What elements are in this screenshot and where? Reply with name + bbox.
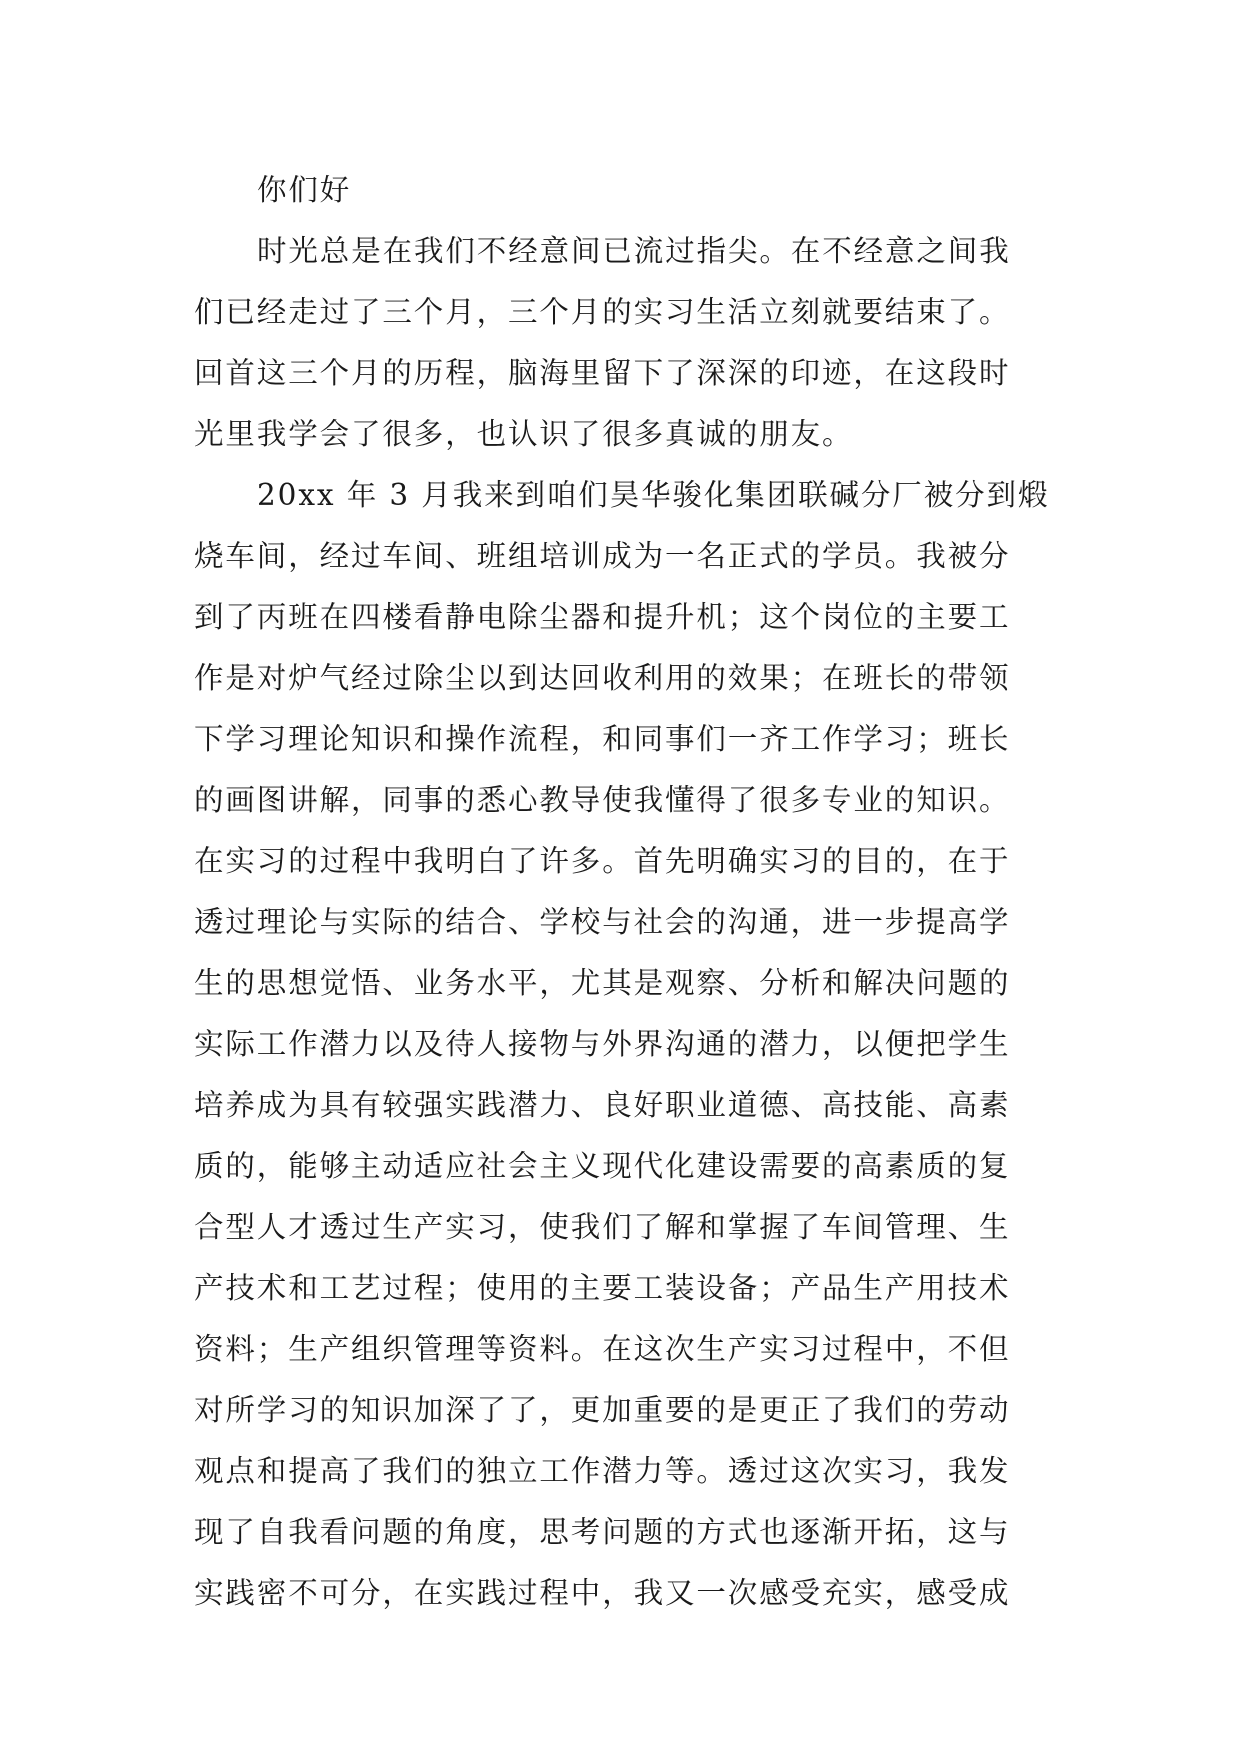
paragraph-2-line-15: 资料；生产组织管理等资料。在这次生产实习过程中，不但 [194,1332,1011,1366]
paragraph-2-line-17: 观点和提高了我们的独立工作潜力等。透过这次实习，我发 [194,1454,1011,1488]
paragraph-2-line-16: 对所学习的知识加深了了，更加重要的是更正了我们的劳动 [194,1393,1011,1427]
paragraph-2-line-6: 的画图讲解，同事的悉心教导使我懂得了很多专业的知识。 [194,783,1011,817]
paragraph-2-line-10: 实际工作潜力以及待人接物与外界沟通的潜力，以便把学生 [194,1027,1011,1061]
paragraph-1-line-4: 光里我学会了很多，也认识了很多真诚的朋友。 [194,417,854,451]
paragraph-2-line-14: 产技术和工艺过程；使用的主要工装设备；产品生产用技术 [194,1271,1011,1305]
greeting-line: 你们好 [257,173,352,207]
paragraph-2-line-8: 透过理论与实际的结合、学校与社会的沟通，进一步提高学 [194,905,1011,939]
paragraph-1-line-2: 们已经走过了三个月，三个月的实习生活立刻就要结束了。 [194,295,1011,329]
paragraph-2-line-2: 烧车间，经过车间、班组培训成为一名正式的学员。我被分 [194,539,1011,573]
paragraph-2-line-19: 实践密不可分，在实践过程中，我又一次感受充实，感受成 [194,1576,1011,1610]
paragraph-2-line-3: 到了丙班在四楼看静电除尘器和提升机；这个岗位的主要工 [194,600,1011,634]
paragraph-2-line-9: 生的思想觉悟、业务水平，尤其是观察、分析和解决问题的 [194,966,1011,1000]
paragraph-2-line-7: 在实习的过程中我明白了许多。首先明确实习的目的，在于 [194,844,1011,878]
paragraph-1-line-3: 回首这三个月的历程，脑海里留下了深深的印迹，在这段时 [194,356,1011,390]
paragraph-2-line-5: 下学习理论知识和操作流程，和同事们一齐工作学习；班长 [194,722,1011,756]
document-body [194,160,1074,1624]
paragraph-2-line-4: 作是对炉气经过除尘以到达回收利用的效果；在班长的带领 [194,661,1011,695]
paragraph-2-line-11: 培养成为具有较强实践潜力、良好职业道德、高技能、高素 [194,1088,1011,1122]
paragraph-1-line-1: 时光总是在我们不经意间已流过指尖。在不经意之间我 [257,234,1011,268]
paragraph-2-line-1: 20xx 年 3 月我来到咱们昊华骏化集团联碱分厂被分到煅 [257,478,1050,512]
paragraph-2-line-13: 合型人才透过生产实习，使我们了解和掌握了车间管理、生 [194,1210,1011,1244]
paragraph-2-line-12: 质的，能够主动适应社会主义现代化建设需要的高素质的复 [194,1149,1011,1183]
paragraph-2-line-18: 现了自我看问题的角度，思考问题的方式也逐渐开拓，这与 [194,1515,1011,1549]
